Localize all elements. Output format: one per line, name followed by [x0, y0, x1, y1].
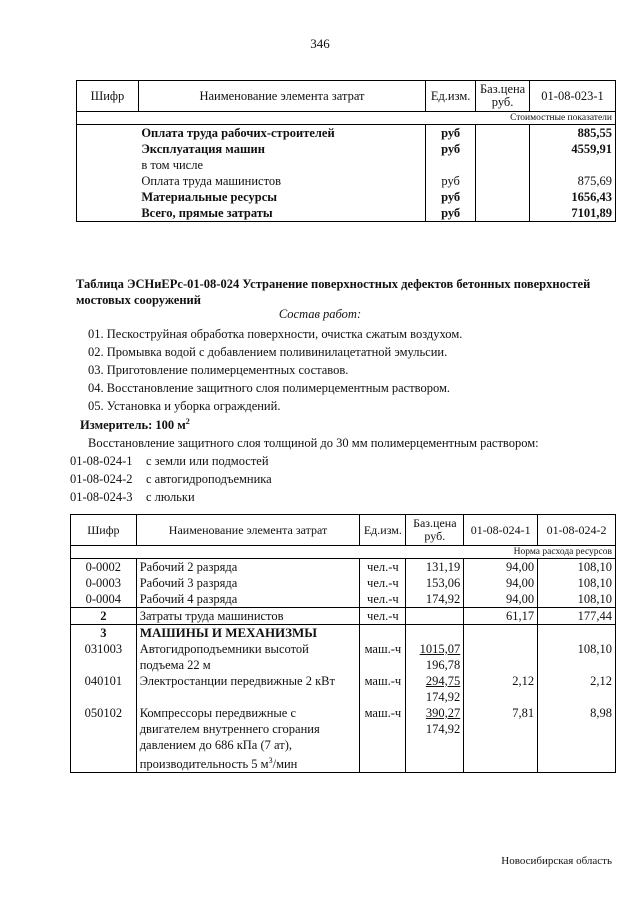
row-value-2: 108,10 [538, 559, 616, 576]
machine-value-1: 2,12 [464, 673, 538, 705]
row-label: Оплата труда машинистов [141, 174, 282, 188]
header-code: Шифр [77, 81, 139, 112]
header-price: Баз.цена руб. [406, 515, 464, 546]
labor-row-unit: чел.-ч [360, 608, 406, 625]
variant-item: 01-08-024-1 с земли или подмостей [70, 454, 269, 468]
labor-row-label: Затраты труда машинистов [136, 608, 360, 625]
work-item: 01. Пескоструйная обработка поверхности, очистка сжатым воздухом. [88, 327, 463, 341]
machine-label: Автогидроподъемники высотой подъема 22 м [139, 642, 309, 672]
row-label: Эксплуатация машин [141, 142, 265, 156]
work-item: 05. Установка и уборка ограждений. [88, 399, 281, 413]
resource-table [70, 514, 616, 773]
row-label: Рабочий 3 разряда [139, 576, 238, 590]
labor-row-value-2: 177,44 [538, 608, 616, 625]
machines-row-code: 3 [71, 625, 137, 642]
machine-unit: маш.-ч [360, 641, 406, 673]
header-name: Наименование элемента затрат [136, 515, 360, 546]
works-heading: Состав работ: [278, 307, 362, 321]
machine-code: 040101 [71, 673, 137, 705]
header-rate-1: 01-08-024-1 [464, 515, 538, 546]
row-label: Материальные ресурсы [141, 190, 278, 204]
row-value-1: 94,00 [464, 559, 538, 576]
meter: Измеритель: 100 $м^2$ [80, 417, 190, 433]
machine-code: 050102 [71, 705, 137, 773]
labor-row-value-1: 61,17 [464, 608, 538, 625]
row-value-1: 94,00 [464, 575, 538, 591]
row-unit: руб [426, 173, 476, 189]
row-label: Рабочий 2 разряда [139, 560, 238, 574]
row-value-2: 108,10 [538, 591, 616, 608]
machine-unit: маш.-ч [360, 673, 406, 705]
header-name: Наименование элемента затрат [138, 81, 425, 112]
row-price: 131,19 [406, 559, 464, 576]
row-code: 0-0004 [71, 591, 137, 608]
row-value-1: 94,00 [464, 591, 538, 608]
row-code: 0-0002 [71, 559, 137, 576]
row-value: 1656,43 [530, 189, 616, 205]
work-item: 02. Промывка водой с добавлением поливинилацетатной эмульсии. [88, 345, 448, 359]
row-price: 153,06 [406, 575, 464, 591]
page-number: 346 [310, 36, 330, 51]
row-code: 0-0003 [71, 575, 137, 591]
variant-item: 01-08-024-3 с люльки [70, 490, 195, 504]
row-value: 885,55 [530, 125, 616, 142]
row-unit: руб [426, 141, 476, 157]
row-label: Рабочий 4 разряда [136, 591, 360, 608]
row-unit: чел.-ч [360, 575, 406, 591]
row-value: 875,69 [530, 173, 616, 189]
header-price: Баз.цена руб. [476, 81, 530, 112]
machine-price: 1015,07 196,78 [406, 641, 464, 673]
machine-unit: маш.-ч [360, 705, 406, 773]
header-unit: Ед.изм. [426, 81, 476, 112]
row-unit: руб [426, 189, 476, 205]
machine-price: 294,75 174,92 [406, 673, 464, 705]
machine-label: Электростанции передвижные 2 кВт [139, 674, 335, 688]
row-unit: руб [426, 205, 476, 222]
section-title: Таблица ЭСНиЕРс-01-08-024 Устранение поверхностных дефектов бетонных поверхностей мостовых сооружений [76, 277, 591, 307]
row-value: 7101,89 [530, 205, 616, 222]
description: Восстановление защитного слоя толщиной до 30 мм полимерцементным раствором: [88, 436, 539, 450]
variant-item: 01-08-024-2 с автогидроподъемника [70, 472, 272, 486]
header-rate-2: 01-08-024-2 [538, 515, 616, 546]
row-value-2: 108,10 [538, 575, 616, 591]
machine-label: Компрессоры передвижные с двигателем внутреннего сгорания давлением до 686 кПа (7 ат), производительность 5 $м^3$/мин [136, 705, 360, 773]
header-unit: Ед.изм. [360, 515, 406, 546]
header-rate: 01-08-023-1 [530, 81, 616, 112]
row-unit: руб [426, 125, 476, 142]
row-label: в том числе [141, 158, 204, 172]
machine-value-2: 2,12 [538, 673, 616, 705]
work-item: 04. Восстановление защитного слоя полимерцементным раствором. [88, 381, 451, 395]
footer-region: Новосибирская область [501, 855, 612, 867]
cost-subheader: Стоимостные показатели [77, 112, 616, 125]
row-unit: чел.-ч [360, 559, 406, 576]
row-price: 174,92 [406, 591, 464, 608]
cost-table [76, 80, 616, 222]
machine-value-1 [464, 641, 538, 673]
resource-subheader: Норма расхода ресурсов [71, 546, 616, 559]
machine-value-1: 7,81 [464, 705, 538, 773]
work-item: 03. Приготовление полимерцементных составов. [88, 363, 349, 377]
header-code: Шифр [71, 515, 137, 546]
row-value: 4559,91 [530, 141, 616, 157]
row-unit: чел.-ч [360, 591, 406, 608]
row-label: Всего, прямые затраты [138, 205, 425, 222]
row-label: Оплата труда рабочих-строителей [141, 126, 335, 140]
machine-code: 031003 [71, 641, 137, 673]
machine-price: 390,27 174,92 [406, 705, 464, 773]
machine-value-2: 8,98 [538, 705, 616, 773]
machine-value-2: 108,10 [538, 641, 616, 673]
labor-row-code: 2 [71, 608, 137, 625]
machines-row-label: МАШИНЫ И МЕХАНИЗМЫ [139, 625, 318, 640]
